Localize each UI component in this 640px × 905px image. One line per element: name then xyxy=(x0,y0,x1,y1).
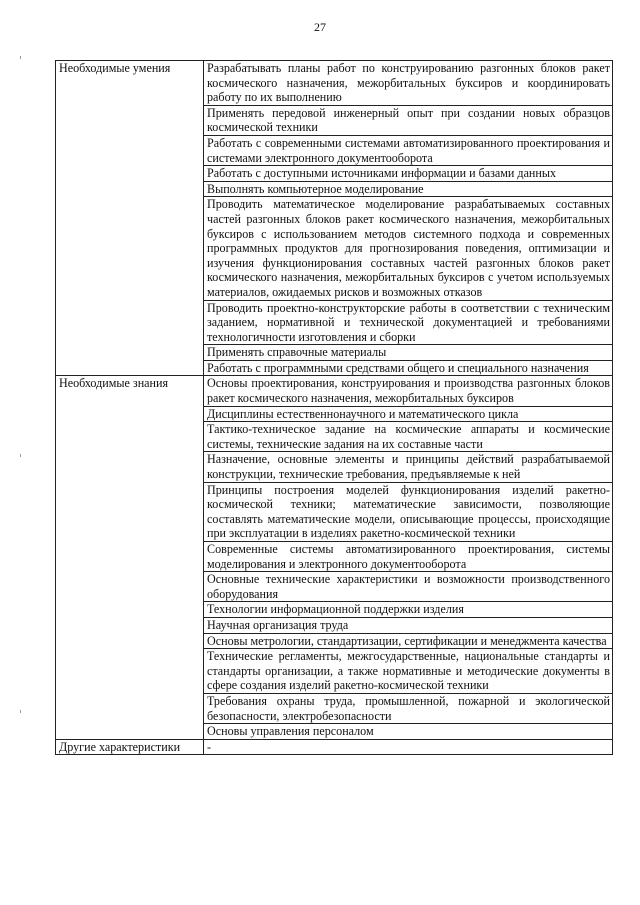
list-item: Технические регламенты, межгосударственные, национальные стандарты и стандарты организации, а также нормативные и методические документы в сфере создания изделий ракетно-космической техники xyxy=(204,649,613,694)
list-item: Основы метрологии, стандартизации, сертификации и менеджмента качества xyxy=(204,633,613,649)
list-item: Основы проектирования, конструирования и производства разгонных блоков ракет космического назначения, межорбитальных буксиров xyxy=(204,376,613,406)
list-item: Работать с доступными источниками информации и базами данных xyxy=(204,166,613,182)
list-item: Дисциплины естественнонаучного и математического цикла xyxy=(204,406,613,422)
section-label-other: Другие характеристики xyxy=(56,739,204,755)
list-item: Требования охраны труда, промышленной, пожарной и экологической безопасности, электробезопасности xyxy=(204,693,613,723)
scan-edge-mark xyxy=(20,56,21,59)
table-row xyxy=(56,61,613,106)
list-item: Проводить математическое моделирование разрабатываемых составных частей разгонных блоков ракет космического назначения, межорбитальных буксиров с использованием методов системного подхода и современных программных продуктов для прогнозирования поведения, оптимизации и изучения функционирования составных частей разгонных блоков ракет космического назначения, межорбитальных буксиров с учетом используемых материалов, ожидаемых рисков и возможных отказов xyxy=(204,197,613,300)
list-item: Научная организация труда xyxy=(204,617,613,633)
list-item: Разрабатывать планы работ по конструированию разгонных блоков ракет космического назначения, межорбитальных буксиров и координировать работу по их выполнению xyxy=(204,61,613,106)
section-label-knowledge: Необходимые знания xyxy=(56,376,204,739)
list-item: Назначение, основные элементы и принципы действий разрабатываемой конструкции, технические требования, предъявляемые к ней xyxy=(204,452,613,482)
list-item: Основы управления персоналом xyxy=(204,724,613,740)
list-item: Тактико-техническое задание на космические аппараты и космические системы, технические задания на их составные части xyxy=(204,422,613,452)
list-item: Современные системы автоматизированного проектирования, системы моделирования и электронного документооборота xyxy=(204,542,613,572)
list-item: - xyxy=(204,739,613,755)
list-item: Работать с программными средствами общего и специального назначения xyxy=(204,360,613,376)
table-row xyxy=(56,376,613,406)
scan-edge-mark xyxy=(20,710,21,713)
section-label-skills: Необходимые умения xyxy=(56,61,204,376)
list-item: Основные технические характеристики и возможности производственного оборудования xyxy=(204,572,613,602)
scan-edge-mark xyxy=(20,454,21,457)
list-item: Технологии информационной поддержки изделия xyxy=(204,602,613,618)
competency-table xyxy=(55,60,613,755)
table-row xyxy=(56,739,613,755)
page-number: 27 xyxy=(314,20,326,34)
list-item: Применять передовой инженерный опыт при создании новых образцов космической техники xyxy=(204,105,613,135)
list-item: Принципы построения моделей функционирования изделий ракетно-космической техники; математические зависимости, позволяющие составлять математические модели, описывающие процессы, происходящие при эксплуатации в изделиях ракетно-космической техники xyxy=(204,482,613,541)
list-item: Работать с современными системами автоматизированного проектирования и системами электронного документооборота xyxy=(204,135,613,165)
list-item: Выполнять компьютерное моделирование xyxy=(204,181,613,197)
list-item: Проводить проектно-конструкторские работы в соответствии с техническим заданием, нормативной и технической документацией и требованиями технологичности изготовления и сборки xyxy=(204,300,613,345)
list-item: Применять справочные материалы xyxy=(204,345,613,361)
